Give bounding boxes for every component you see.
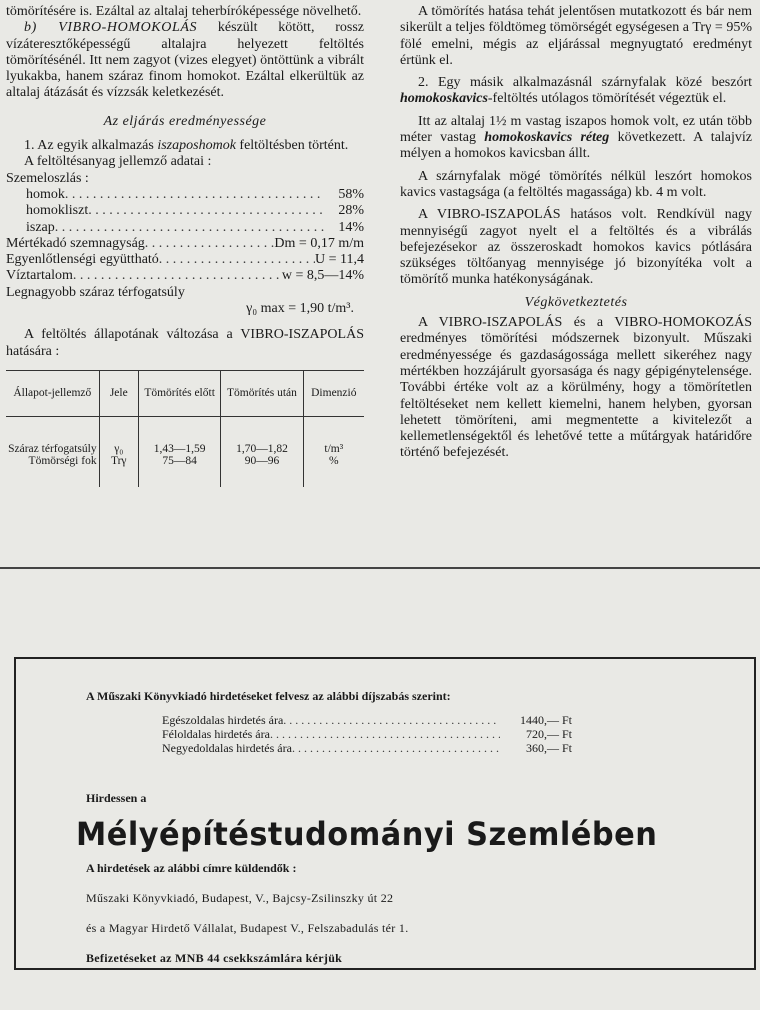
grain-distribution-list [6, 187, 364, 236]
ad-price-row: Féloldalas hirdetés ára . . . 720,— Ft [162, 727, 572, 741]
max-density-label: Legnagyobb száraz térfogatsúly [6, 284, 185, 300]
section-heading-conclusion: Végkövetkeztetés [524, 294, 628, 310]
left-paragraph-2 [6, 20, 364, 101]
ad-price-row: Negyedoldalas hirdetés ára . . . 360,— Ft [162, 741, 572, 755]
table-header-cell: Jele [99, 370, 138, 416]
section-heading-results: Az eljárás eredményessége [103, 113, 267, 129]
grain-distribution-title: Szemeloszlás : [6, 170, 89, 186]
properties-list [6, 236, 364, 285]
ad-intro: A Műszaki Könyvkiadó hirdetéseket felvesz az alábbi díjszabás szerint: [86, 689, 451, 703]
table-header-row [6, 370, 364, 416]
table-cell-units: t/m³ % [303, 416, 364, 487]
grain-row: homok . . . 58% [6, 187, 364, 203]
left-paragraph-4: A feltöltésanyag jellemző adatai : [24, 154, 212, 170]
grain-row: homokliszt . . . 28% [6, 203, 364, 219]
compaction-table [6, 370, 364, 487]
page-divider [0, 567, 760, 569]
table-cell-before: 1,43—1,59 75—84 [138, 416, 220, 487]
right-paragraph-4: A szárnyfalak mögé tömörítés nélkül leszórt homokos kavics vastagsága (a feltöltés magassága) kb. 4 m volt. [400, 168, 752, 200]
advertisement-box [14, 657, 756, 970]
table-header-cell: Állapot-jellemző [6, 370, 99, 416]
right-paragraph-3: Itt az altalaj 1½ m vastag iszapos homok volt, ez után több méter vastag homokoskavics réteg következett. A talajvíz mélyen a homokos kavicsban állt. [400, 113, 753, 162]
table-cell-symbols: γ₀ Trγ [99, 416, 138, 487]
ad-price-row: Egészoldalas hirdetés ára . . . 1440,— Ft [162, 713, 572, 727]
table-intro: A feltöltés állapotának változása a VIBRO-ISZAPOLÁS hatására : [6, 327, 364, 359]
right-paragraph-5: A VIBRO-ISZAPOLÁS hatásos volt. Rendkívül nagy mennyiségű zagyot nyelt el a feltöltés és a vibrálás befejezésekor az összeroskadt homokos kavics pótlására szükséges töltőanyag mennyisége jó bizonyítéka volt a tömörítő munka hatékonyságának. [400, 207, 752, 288]
ad-call-to-action: Hirdessen a [86, 791, 147, 805]
right-paragraph-2: 2. Egy másik alkalmazásnál szárnyfalak közé beszórt homokoskavics-feltöltés utólagos tömörítését végeztük el. [400, 75, 752, 107]
left-paragraph-3: 1. Az egyik alkalmazás iszaposhomok feltöltésben történt. [24, 138, 349, 154]
table-cell-names: Száraz térfogatsúly Tömörségi fok [8, 442, 97, 467]
ad-address-heading: A hirdetések az alábbi címre küldendők : [86, 861, 297, 875]
right-column [400, 4, 752, 462]
ad-price-list [162, 713, 572, 755]
right-paragraph-1: A tömörítés hatása tehát jelentősen mutatkozott és bár nem sikerült a teljes földtömeg tömörségét egységesen a Trγ = 95% fölé emelni, mégis az eljárással megnyugtató eredményt értünk el. [400, 4, 752, 68]
max-density-value: γ₀ max = 1,90 t/m³. [246, 301, 354, 317]
grain-row: iszap . . . 14% [6, 220, 364, 236]
table-header-cell: Tömörítés után [221, 370, 303, 416]
ad-address-2: és a Magyar Hirdető Vállalat, Budapest V., Felszabadulás tér 1. [86, 921, 409, 935]
property-row: Mértékadó szemnagyság . . . Dm = 0,17 m/m [6, 236, 364, 252]
left-paragraph-1: tömörítésére is. Ezáltal az altalaj teherbíróképessége növelhető. [6, 4, 362, 19]
right-paragraph-6: A VIBRO-ISZAPOLÁS és a VIBRO-HOMOKOZÁS eredményes tömörítési módszernek bizonyult. Műszaki eredményessége és gazdaságossága mellett sikeréhez nagy mértékben hozzájárult gyorsasága és nagy gépigénytelensége. További értéke volt az a körülmény, hogy a tömörítetlen feltöltéseket nem kellett kiemelni, hanem helyben, gyorsan lehetett tömöríteni, ami megmentette a kivitelezőt a kellemetlenségektől és lehetővé tette a műtárgyak határidőre történő befejezését. [400, 315, 752, 461]
vibro-homokolas-label: b) VIBRO-HOMOKOLÁS [24, 20, 198, 36]
ad-payment-note: Befizetéseket az MNB 44 csekkszámlára kérjük [86, 951, 343, 965]
table-row [6, 416, 364, 487]
ad-address-1: Műszaki Könyvkiadó, Budapest, V., Bajcsy-Zsilinszky út 22 [86, 891, 394, 905]
table-header-cell: Dimenzió [303, 370, 364, 416]
table-header-cell: Tömörítés előtt [138, 370, 220, 416]
property-row: Egyenlőtlenségi együttható . . . U = 11,4 [6, 252, 364, 268]
property-row: Víztartalom . . . w = 8,5—14% [6, 268, 364, 284]
ad-title: Mélyépítéstudományi Szemlében [76, 815, 658, 853]
left-column [6, 4, 364, 487]
table-cell-after: 1,70—1,82 90—96 [221, 416, 303, 487]
vibro-homokolas-text: készült kötött, rossz vízáteresztőképességű altalajra helyezett feltöltés tömörítésénél. Itt nem zagyot (vizes elegyet) öntöttünk a vibrált lyukakba, hanem száraz finom homokot. Ezáltal elkerültük az altalaj átázását és vízzsák keletkezését. [6, 20, 364, 101]
